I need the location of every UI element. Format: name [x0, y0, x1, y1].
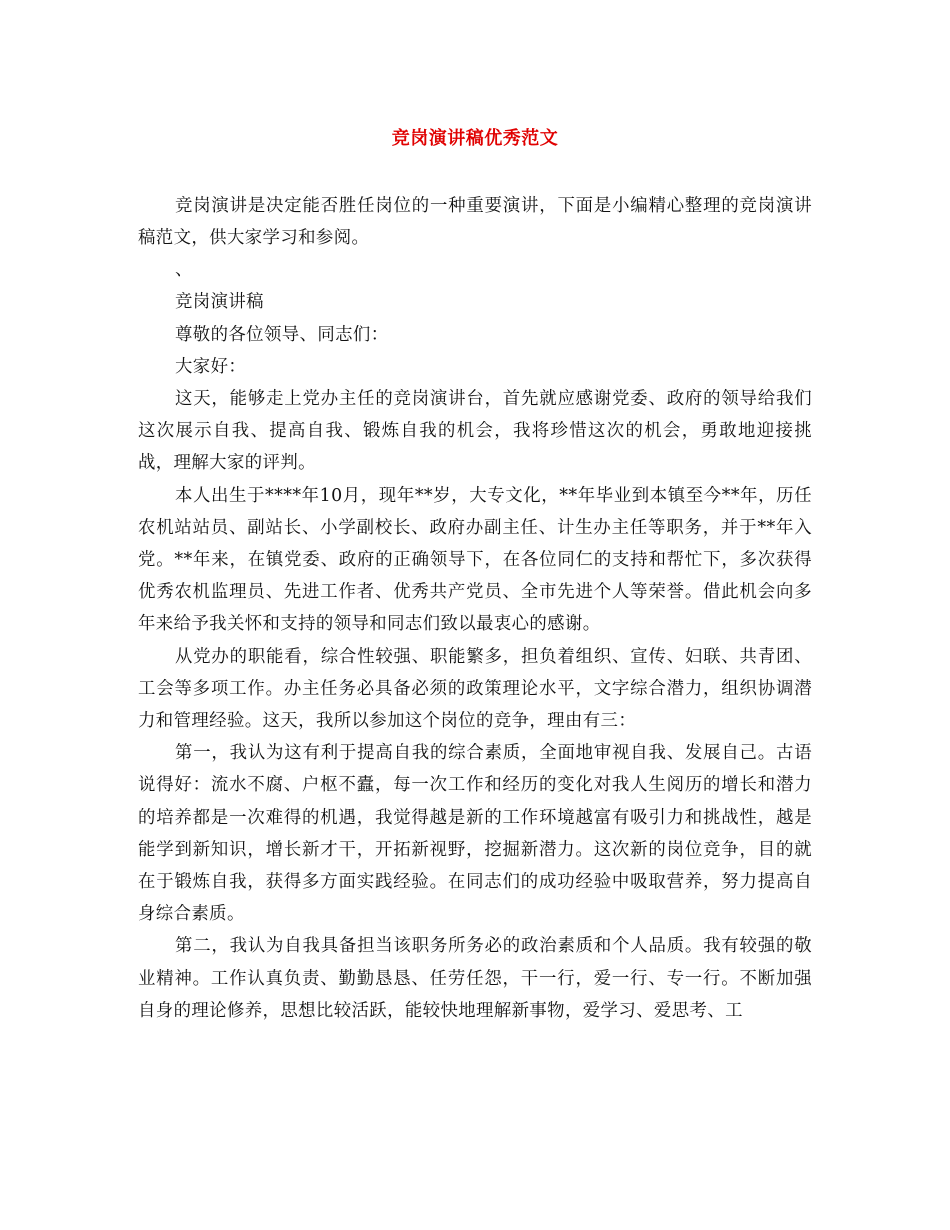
intro-paragraph: 竞岗演讲是决定能否胜任岗位的一种重要演讲，下面是小编精心整理的竞岗演讲稿范文，供大家学习和参阅。 — [138, 196, 812, 249]
subheading: 竞岗演讲稿 — [175, 292, 264, 313]
greeting: 大家好： — [175, 356, 247, 377]
paragraph-background: 本人出生于****年10月，现年**岁，大专文化，**年毕业到本镇至今**年，历任农机站站员、副站长、小学副校长、政府办副主任、计生办主任等职务，并于**年入党。**年来，在镇党委、政府的正确领导下，在各位同仁的支持和帮忙下，多次获得优秀农机监理员、先进工作者、优秀共产党员、全市先进个人等荣誉。借此机会向多年来给予我关怀和支持的领导和同志们致以最衷心的感谢。 — [138, 485, 812, 635]
document-body — [138, 190, 812, 1027]
document-title: 竞岗演讲稿优秀范文 — [391, 128, 559, 149]
salutation: 尊敬的各位领导、同志们： — [175, 324, 389, 345]
separator-mark: 、 — [175, 260, 193, 281]
paragraph-opening: 这天，能够走上党办主任的竞岗演讲台，首先就应感谢党委、政府的领导给我们这次展示自我、提高自我、锻炼自我的机会，我将珍惜这次的机会，勇敢地迎接挑战，理解大家的评判。 — [138, 389, 812, 474]
paragraph-reason-two: 第二，我认为自我具备担当该职务所务必的政治素质和个人品质。我有较强的敬业精神。工作认真负责、勤勤恳恳、任劳任怨，干一行，爱一行、专一行。不断加强自身的理论修养，思想比较活跃，能较快地理解新事物，爱学习、爱思考、工 — [138, 936, 812, 1021]
paragraph-office-duties: 从党办的职能看，综合性较强、职能繁多，担负着组织、宣传、妇联、共青团、工会等多项工作。办主任务必具备必须的政策理论水平，文字综合潜力，组织协调潜力和管理经验。这天，我所以参加这个岗位的竞争，理由有三： — [138, 646, 812, 732]
paragraph-reason-one: 第一，我认为这有利于提高自我的综合素质，全面地审视自我、发展自己。古语说得好：流水不腐、户枢不蠹，每一次工作和经历的变化对我人生阅历的增长和潜力的培养都是一次难得的机遇，我觉得越是新的工作环境越富有吸引力和挑战性，越是能学到新知识，增长新才干，开拓新视野，挖掘新潜力。这次新的岗位竞争，目的就在于锻炼自我，获得多方面实践经验。在同志们的成功经验中吸取营养，努力提高自身综合素质。 — [138, 743, 812, 925]
